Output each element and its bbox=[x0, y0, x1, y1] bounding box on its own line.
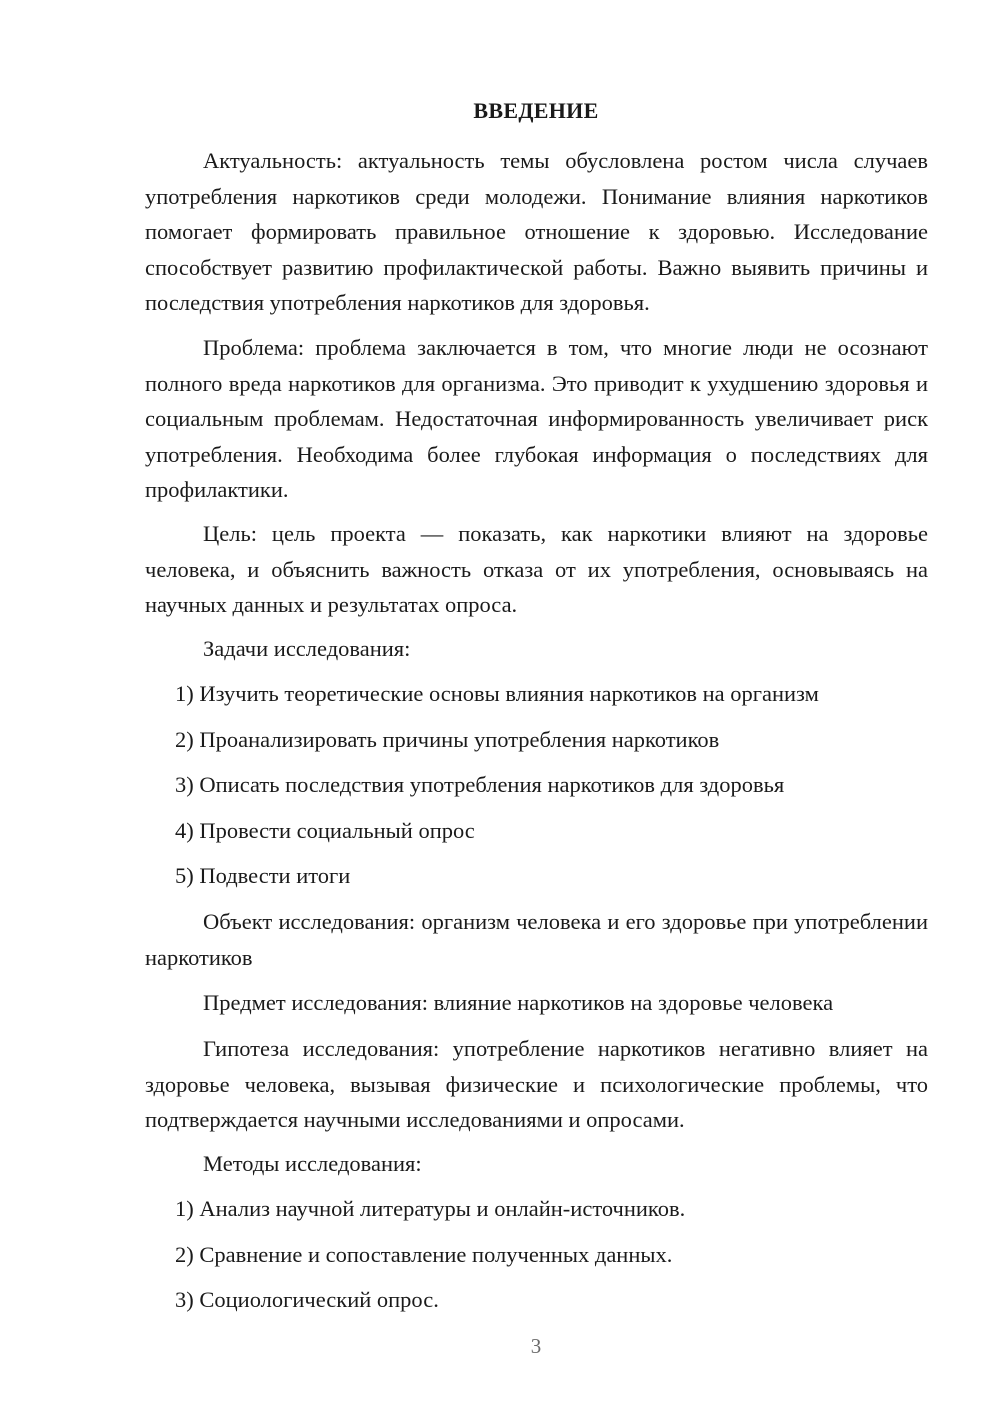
task-item: 2) Проанализировать причины употребления наркотиков bbox=[175, 727, 720, 752]
hypothesis-paragraph: Гипотеза исследования: употребление наркотиков негативно влияет на здоровье человека, вызывая физические и психологические проблемы, что подтверждается научными исследованиями и опросами. bbox=[145, 1036, 928, 1132]
page-title: ВВЕДЕНИЕ bbox=[473, 98, 599, 123]
problem-paragraph: Проблема: проблема заключается в том, что многие люди не осознают полного вреда наркотиков для организма. Это приводит к ухудшению здоровья и социальным проблемам. Недостаточная информированность увеличивает риск употребления. Необходима более глубокая информация о последствиях для профилактики. bbox=[145, 335, 928, 502]
page-number: 3 bbox=[530, 1334, 542, 1358]
method-item: 2) Сравнение и сопоставление полученных данных. bbox=[175, 1242, 673, 1267]
tasks-heading: Задачи исследования: bbox=[203, 636, 411, 661]
object-paragraph: Объект исследования: организм человека и его здоровье при употреблении наркотиков bbox=[145, 909, 928, 970]
method-item: 3) Социологический опрос. bbox=[175, 1287, 439, 1312]
methods-heading: Методы исследования: bbox=[203, 1151, 422, 1176]
task-item: 4) Провести социальный опрос bbox=[175, 818, 475, 843]
goal-paragraph: Цель: цель проекта — показать, как наркотики влияют на здоровье человека, и объяснить важность отказа от их употребления, основываясь на научных данных и результатах опроса. bbox=[145, 521, 928, 617]
relevance-paragraph: Актуальность: актуальность темы обусловлена ростом числа случаев употребления наркотиков среди молодежи. Понимание влияния наркотиков помогает формировать правильное отношение к здоровью. Исследование способствует развитию профилактической работы. Важно выявить причины и последствия употребления наркотиков для здоровья. bbox=[145, 148, 928, 315]
task-item: 5) Подвести итоги bbox=[175, 863, 351, 888]
task-item: 3) Описать последствия употребления наркотиков для здоровья bbox=[175, 772, 785, 797]
method-item: 1) Анализ научной литературы и онлайн-источников. bbox=[175, 1196, 686, 1221]
subject-paragraph: Предмет исследования: влияние наркотиков на здоровье человека bbox=[203, 990, 834, 1015]
task-item: 1) Изучить теоретические основы влияния наркотиков на организм bbox=[175, 681, 819, 706]
